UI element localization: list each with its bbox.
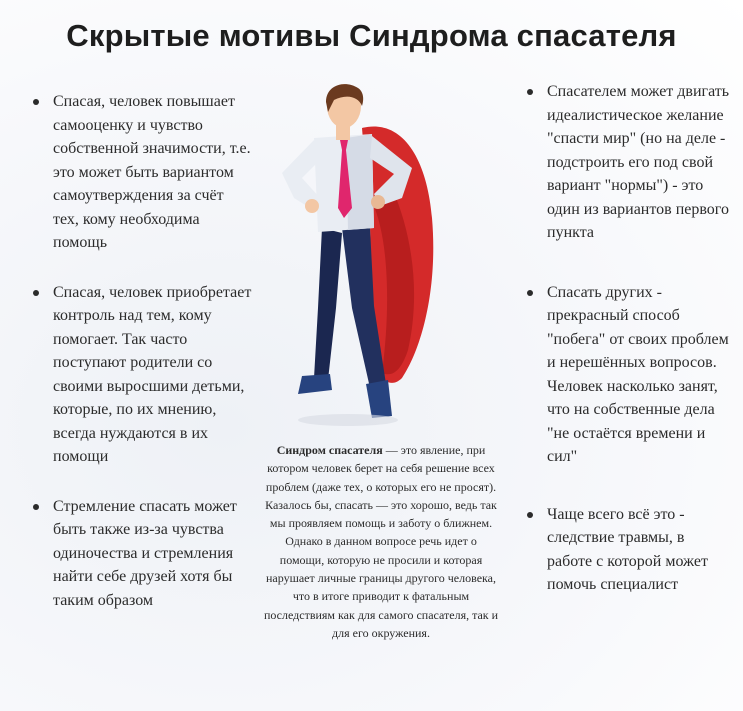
superhero-man-illustration	[262, 78, 442, 438]
list-item-text: Стремление спасать может быть также из-за чувства одиночества и стремления найти себе друзей хотя бы таким образом	[53, 497, 237, 609]
bullet-icon	[527, 290, 533, 296]
bullet-icon	[33, 99, 39, 105]
shoe-icon	[366, 380, 392, 418]
bullet-icon	[527, 512, 533, 518]
list-item	[53, 495, 253, 613]
definition-term: Синдром спасателя	[276, 443, 383, 457]
right-bullet-list	[547, 80, 732, 621]
list-item-text: Спасать других - прекрасный способ "побега" от своих проблем и нерешённых вопросов. Человек насколько занят, что на собственные дела "не остаётся времени и сил"	[547, 283, 729, 465]
list-item	[547, 80, 732, 245]
definition-text: — это явление, при котором человек берет на себя решение всех проблем (даже тех, о которых его не просят). Казалось бы, спасать — это хорошо, ведь так мы проявляем помощь и заботу о ближнем. Однако в данном вопросе речь идет о помощи, которую не просили и которая нарушает личные границы другого человека, что в итоге приводит к фатальным последствиям как для самого спасателя, так и для его окружения.	[263, 443, 499, 640]
list-item	[547, 281, 732, 469]
list-item	[53, 281, 253, 469]
list-item	[53, 90, 253, 255]
left-bullet-list	[53, 90, 253, 636]
list-item-text: Спасая, человек приобретает контроль над тем, кому помогает. Так часто поступают родители со своими выросшими детьми, которые, по их мнению, всегда нуждаются в их помощи	[53, 283, 252, 465]
list-item-text: Чаще всего всё это - следствие травмы, в работе с которой может помочь специалист	[547, 505, 708, 593]
list-item-text: Спасателем может двигать идеалистическое желание "спасти мир" (но на деле - подстроить его под свой вариант "нормы") - это один из вариантов первого пункта	[547, 83, 730, 241]
bullet-icon	[33, 290, 39, 296]
shoe-icon	[298, 374, 332, 394]
syndrome-definition	[262, 441, 500, 642]
bullet-icon	[33, 504, 39, 510]
list-item-text: Спасая, человек повышает самооценку и чувство собственной значимости, т.е. это может быть вариантом самоутверждения за счёт тех, кому необходима помощь	[53, 93, 251, 251]
bullet-icon	[527, 89, 533, 95]
page-title: Скрытые мотивы Синдрома спасателя	[66, 18, 677, 53]
list-item	[547, 503, 732, 597]
